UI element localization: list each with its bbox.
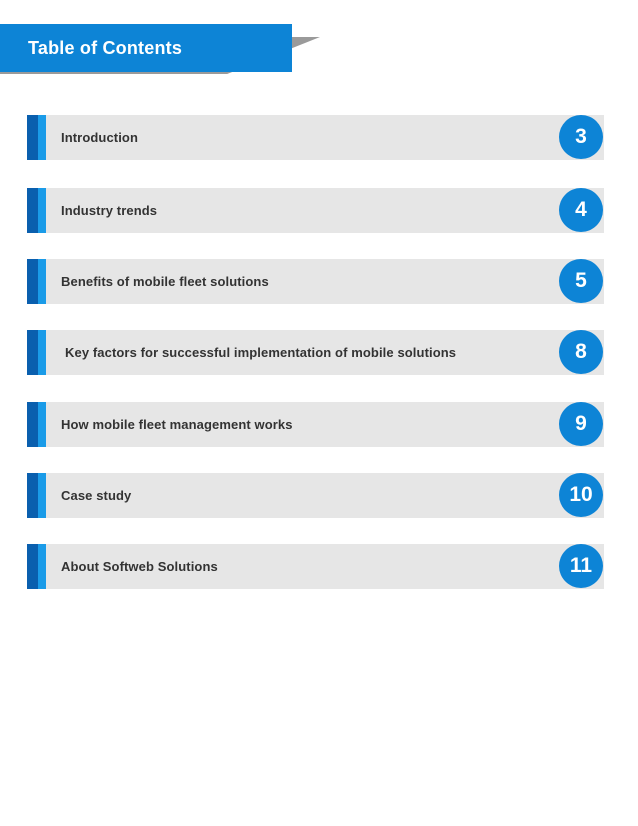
toc-item-key-factors[interactable] bbox=[27, 330, 604, 375]
toc-item-how-it-works[interactable] bbox=[27, 402, 604, 447]
page-number-badge: 10 bbox=[559, 473, 603, 517]
row-accent bbox=[27, 473, 38, 518]
row-accent bbox=[38, 115, 46, 160]
row-accent bbox=[27, 544, 38, 589]
row-accent bbox=[27, 330, 38, 375]
toc-item-introduction[interactable] bbox=[27, 115, 604, 160]
page-number-badge: 11 bbox=[559, 544, 603, 588]
toc-item-label: Key factors for successful implementation of mobile solutions bbox=[65, 345, 457, 360]
row-accent bbox=[27, 188, 38, 233]
page-number-badge: 8 bbox=[559, 330, 603, 374]
row-accent bbox=[38, 402, 46, 447]
toc-item-benefits[interactable] bbox=[27, 259, 604, 304]
toc-item-case-study[interactable] bbox=[27, 473, 604, 518]
toc-item-label: Industry trends bbox=[61, 203, 158, 218]
toc-item-about[interactable] bbox=[27, 544, 604, 589]
toc-item-label: Case study bbox=[61, 488, 132, 503]
row-accent bbox=[27, 259, 38, 304]
row-accent bbox=[38, 473, 46, 518]
page-number-badge: 4 bbox=[559, 188, 603, 232]
toc-header bbox=[0, 22, 330, 74]
toc-item-industry-trends[interactable] bbox=[27, 188, 604, 233]
row-accent bbox=[38, 259, 46, 304]
row-accent bbox=[38, 330, 46, 375]
toc-item-label: About Softweb Solutions bbox=[61, 559, 218, 574]
row-accent bbox=[27, 115, 38, 160]
toc-item-label: Benefits of mobile fleet solutions bbox=[61, 274, 269, 289]
row-accent bbox=[27, 402, 38, 447]
page-number-badge: 3 bbox=[559, 115, 603, 159]
row-accent bbox=[38, 544, 46, 589]
toc-item-label: Introduction bbox=[61, 130, 139, 145]
header-ribbon bbox=[0, 24, 292, 72]
page-number-badge: 9 bbox=[559, 402, 603, 446]
page-number-badge: 5 bbox=[559, 259, 603, 303]
toc-item-label: How mobile fleet management works bbox=[61, 417, 293, 432]
row-accent bbox=[38, 188, 46, 233]
page-title: Table of Contents bbox=[28, 37, 183, 58]
